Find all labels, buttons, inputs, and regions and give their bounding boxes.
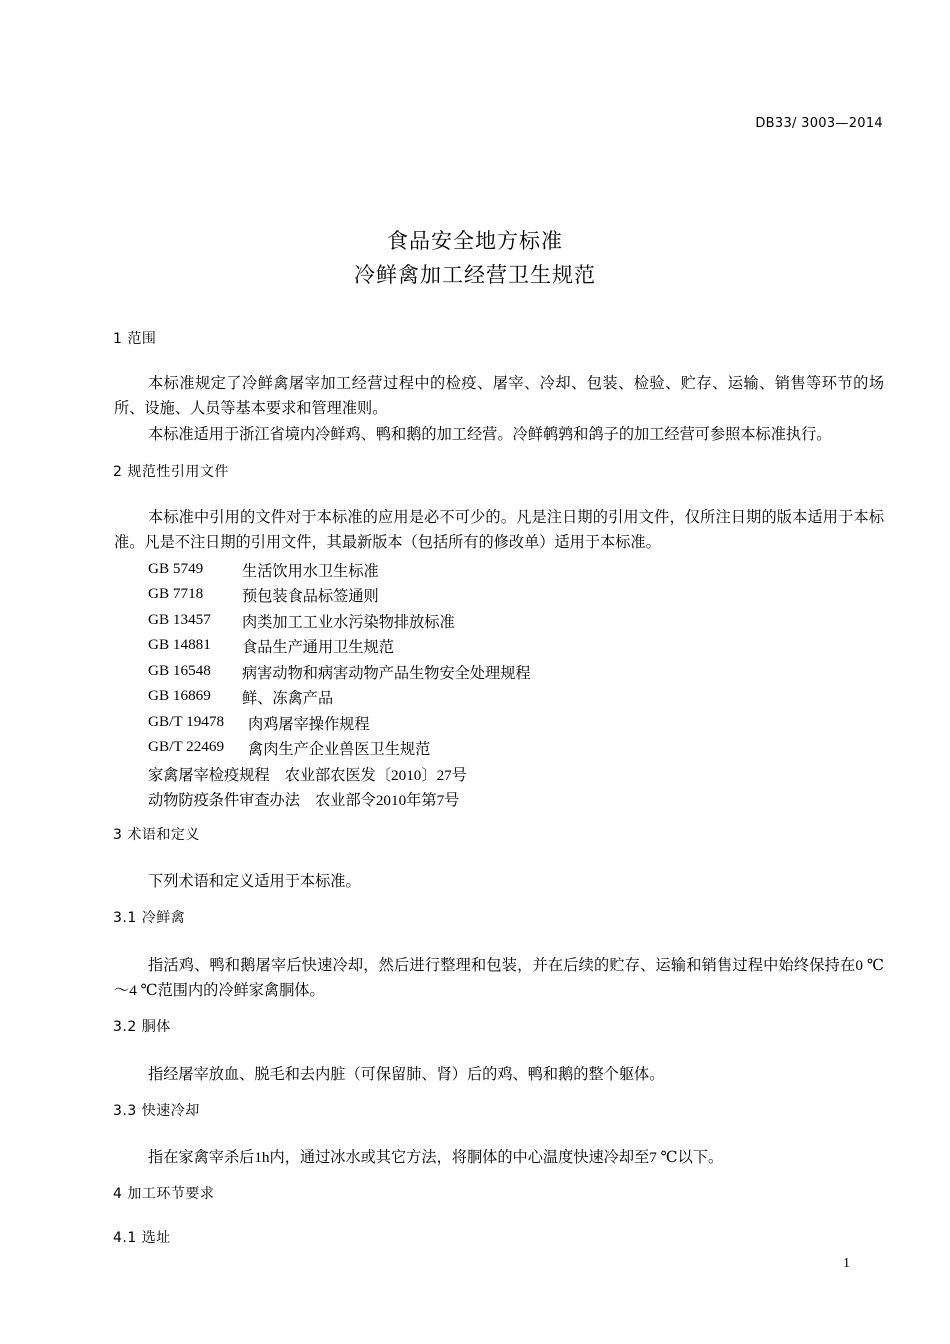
reference-name: 肉类加工工业水污染物排放标准 bbox=[242, 614, 455, 631]
reference-name: 病害动物和病害动物产品生物安全处理规程 bbox=[242, 665, 531, 682]
section-1-paragraph-2: 本标准适用于浙江省境内冷鲜鸡、鸭和鹅的加工经营。冷鲜鹌鹑和鸽子的加工经营可参照本标准执行。 bbox=[148, 426, 832, 443]
reference-full: 动物防疫条件审查办法 农业部令2010年第7号 bbox=[148, 792, 460, 809]
reference-full: 家禽屠宰检疫规程 农业部农医发〔2010〕27号 bbox=[148, 767, 467, 784]
section-3-3-paragraph: 指在家禽宰杀后1h内，通过冰水或其它方法，将胴体的中心温度快速冷却至7 ℃以下。 bbox=[148, 1149, 724, 1166]
reference-code: GB/T 22469 bbox=[148, 738, 225, 755]
reference-name: 食品生产通用卫生规范 bbox=[242, 639, 394, 656]
reference-name: 禽肉生产企业兽医卫生规范 bbox=[248, 741, 431, 758]
section-1-paragraph-1: 本标准规定了冷鲜禽屠宰加工经营过程中的检疫、屠宰、冷却、包装、检验、贮存、运输、销售等环节的场所、设施、人员等基本要求和管理准则。 bbox=[114, 375, 884, 417]
reference-item bbox=[148, 611, 455, 631]
document-subtitle: 冷鲜禽加工经营卫生规范 bbox=[354, 263, 596, 287]
page-number: 1 bbox=[843, 1256, 850, 1271]
reference-item bbox=[148, 738, 431, 758]
section-3-paragraph: 下列术语和定义适用于本标准。 bbox=[148, 873, 361, 890]
section-3-2-paragraph: 指经屠宰放血、脱毛和去内脏（可保留肺、肾）后的鸡、鸭和鹅的整个躯体。 bbox=[148, 1066, 665, 1083]
reference-name: 预包装食品标签通则 bbox=[242, 588, 379, 605]
reference-item bbox=[148, 764, 467, 785]
section-3-heading: 3 术语和定义 bbox=[113, 827, 200, 843]
section-4-heading: 4 加工环节要求 bbox=[113, 1186, 215, 1202]
section-3-2-heading: 3.2 胴体 bbox=[113, 1019, 171, 1035]
reference-item bbox=[148, 713, 370, 733]
section-2-heading: 2 规范性引用文件 bbox=[113, 464, 229, 480]
section-3-1-heading: 3.1 冷鲜禽 bbox=[113, 910, 186, 926]
section-3-1-paragraph: 指活鸡、鸭和鹅屠宰后快速冷却，然后进行整理和包装，并在后续的贮存、运输和销售过程中始终保持在0 ℃～4 ℃范围内的冷鲜家禽胴体。 bbox=[114, 957, 884, 999]
section-3-3-heading: 3.3 快速冷却 bbox=[113, 1103, 200, 1119]
reference-code: GB 7718 bbox=[148, 585, 204, 602]
reference-code: GB 13457 bbox=[148, 611, 211, 628]
section-2-paragraph: 本标准中引用的文件对于本标准的应用是必不可少的。凡是注日期的引用文件，仅所注日期的版本适用于本标准。凡是不注日期的引用文件，其最新版本（包括所有的修改单）适用于本标准。 bbox=[114, 509, 884, 551]
reference-item bbox=[148, 585, 379, 605]
reference-code: GB/T 19478 bbox=[148, 713, 225, 730]
reference-code: GB 16548 bbox=[148, 662, 211, 679]
reference-item bbox=[148, 636, 394, 656]
reference-name: 鲜、冻禽产品 bbox=[242, 690, 334, 707]
document-title: 食品安全地方标准 bbox=[387, 229, 563, 253]
section-1-heading: 1 范围 bbox=[113, 331, 157, 347]
reference-code: GB 16869 bbox=[148, 687, 211, 704]
reference-name: 生活饮用水卫生标准 bbox=[242, 563, 379, 580]
reference-item bbox=[148, 662, 531, 682]
reference-item bbox=[148, 789, 459, 810]
reference-item bbox=[148, 560, 379, 580]
section-4-1-heading: 4.1 选址 bbox=[113, 1230, 171, 1246]
reference-code: GB 14881 bbox=[148, 636, 211, 653]
standard-code: DB33/ 3003—2014 bbox=[755, 116, 883, 131]
reference-item bbox=[148, 687, 334, 707]
reference-code: GB 5749 bbox=[148, 560, 204, 577]
reference-name: 肉鸡屠宰操作规程 bbox=[248, 716, 370, 733]
